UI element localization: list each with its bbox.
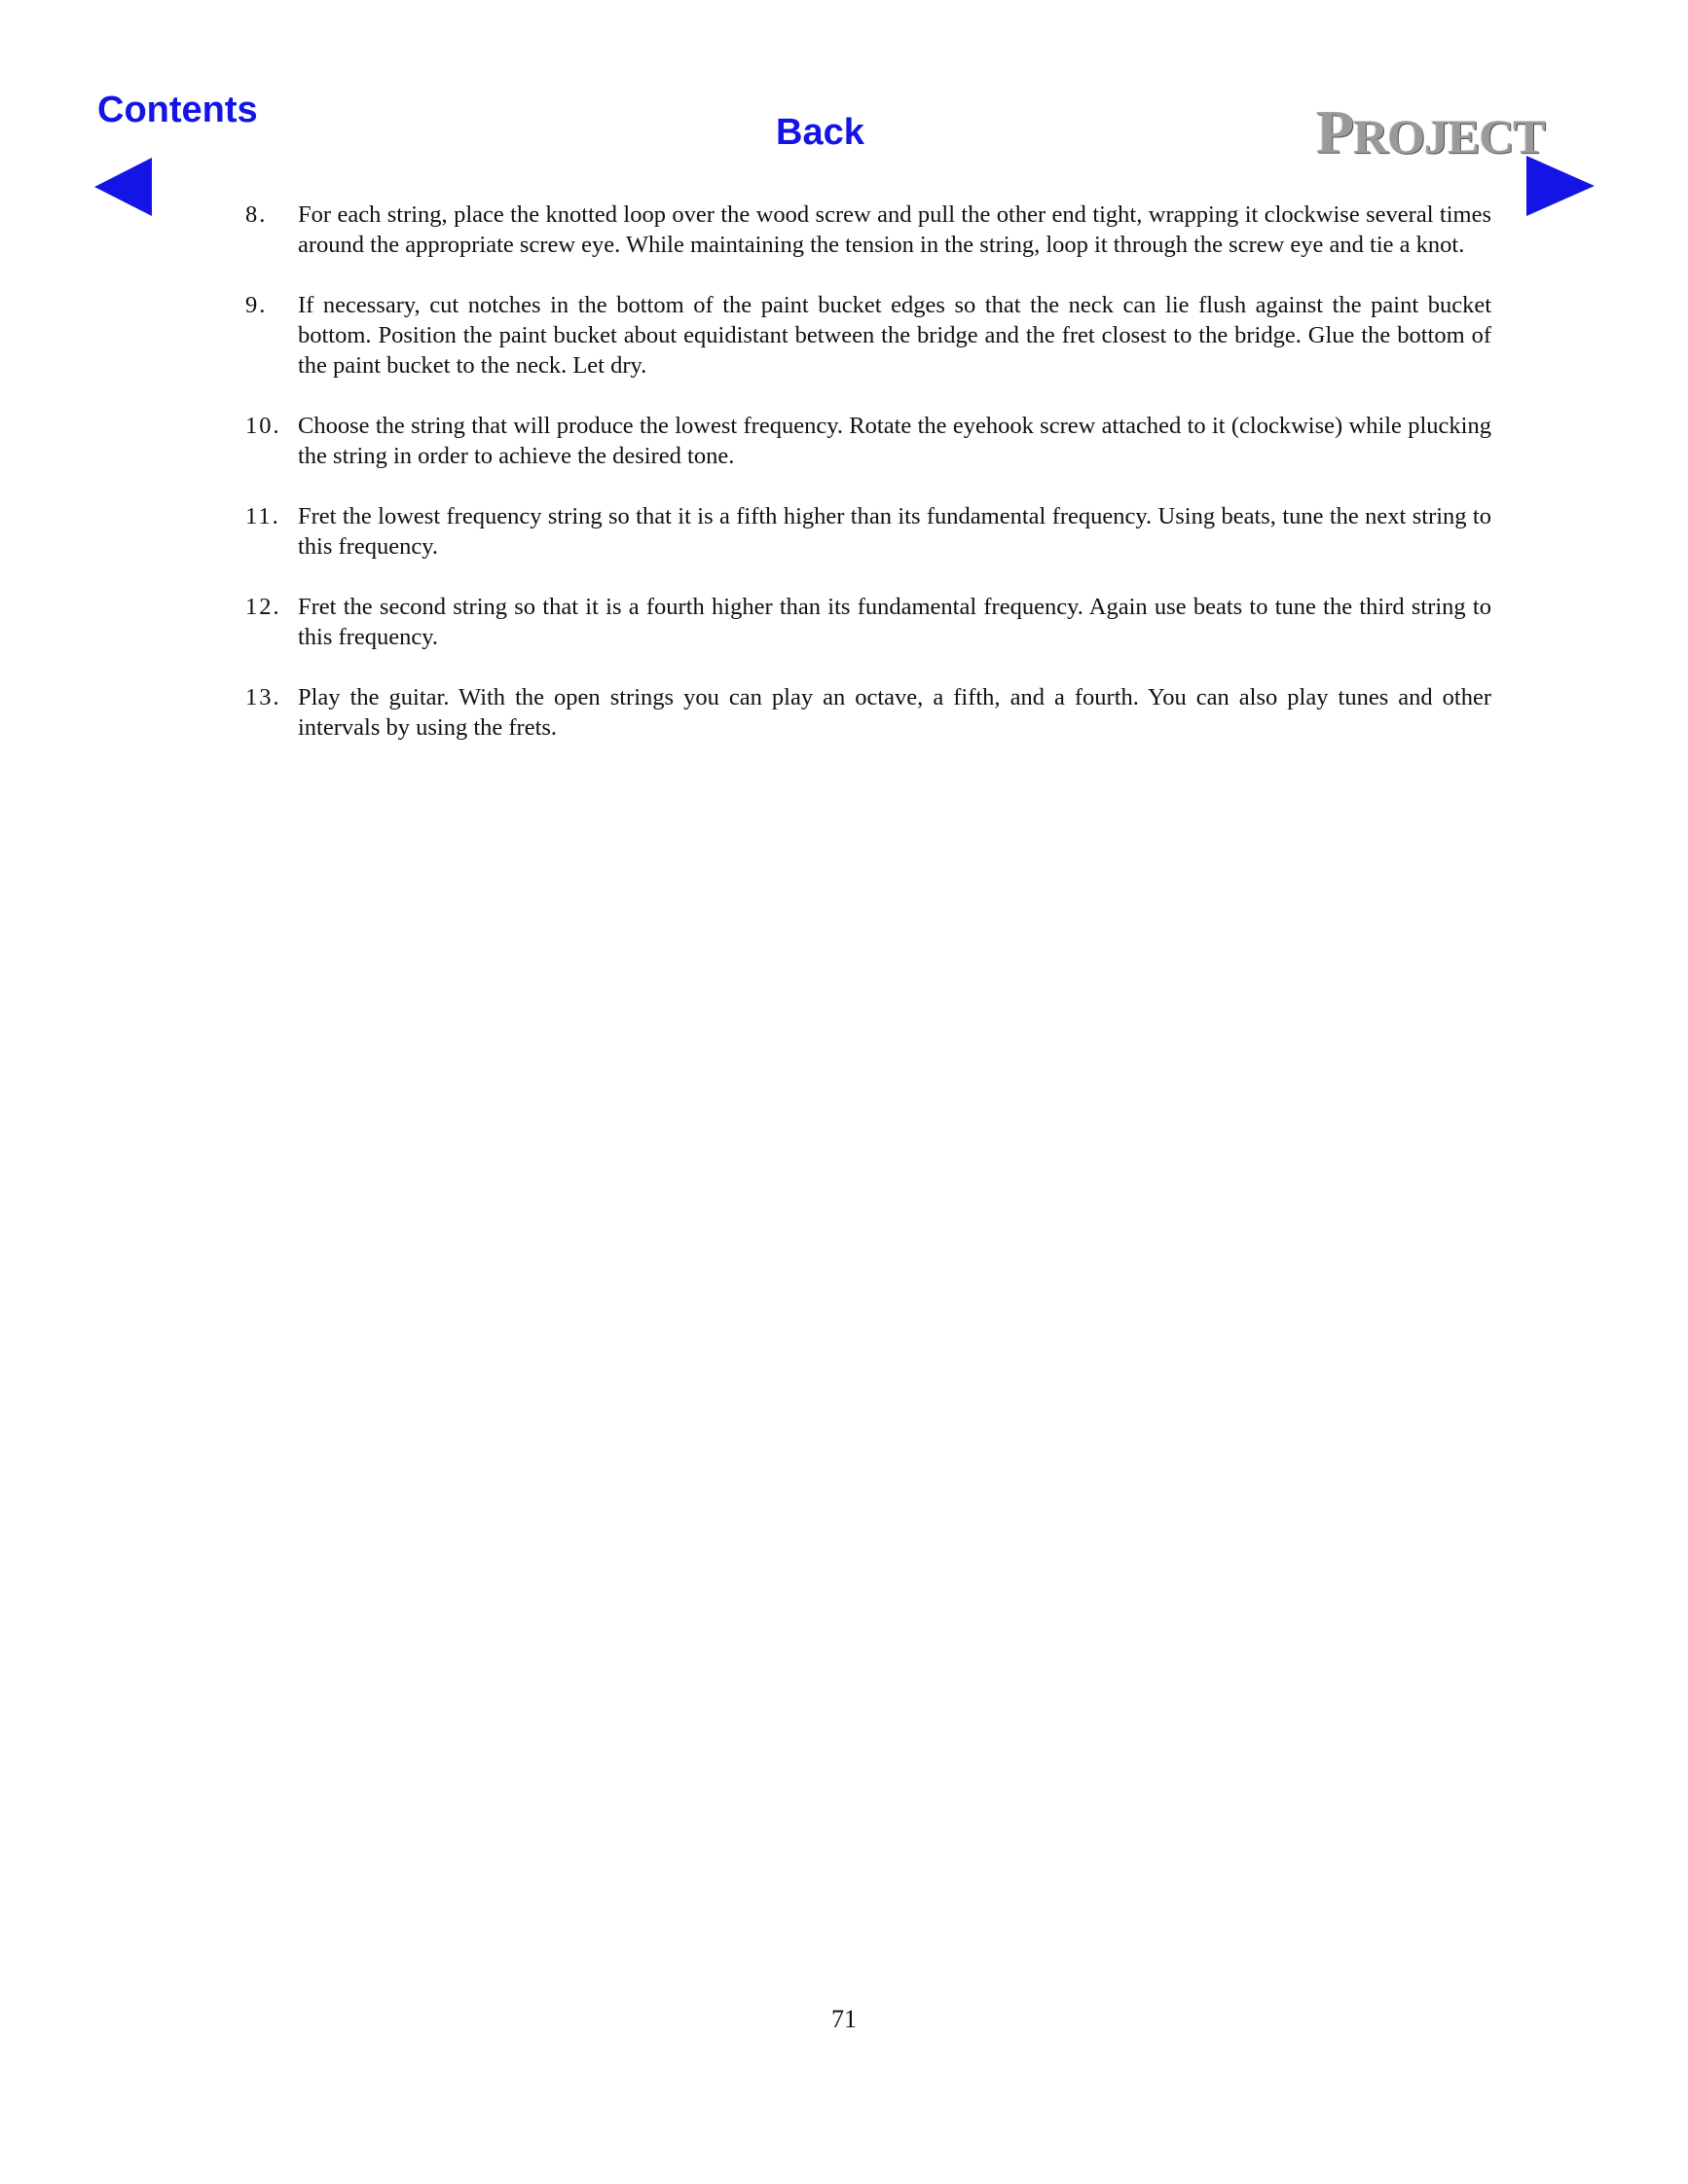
step-item — [245, 682, 1491, 743]
step-text: Fret the lowest frequency string so that it is a fifth higher than its fundamental frequency. Using beats, tune the next string to this frequency. — [298, 503, 1491, 560]
step-number: 10. — [245, 413, 281, 439]
step-text: Choose the string that will produce the lowest frequency. Rotate the eyehook screw attached to it (clockwise) while plucking the string in order to achieve the desired tone. — [298, 413, 1491, 469]
step-text: For each string, place the knotted loop over the wood screw and pull the other end tight, wrapping it clockwise several times around the appropriate screw eye. While maintaining the tension in the string, loop it through the screw eye and tie a knot. — [298, 201, 1491, 258]
contents-link[interactable]: Contents — [97, 90, 258, 130]
step-number: 12. — [245, 594, 281, 620]
step-text: If necessary, cut notches in the bottom of the paint bucket edges so that the neck can lie flush against the paint bucket bottom. Position the paint bucket about equidistant between the bridge and the fret closest to the bridge. Glue the bottom of the paint bucket to the neck. Let dry. — [298, 292, 1491, 379]
step-item — [245, 592, 1491, 652]
step-item — [245, 411, 1491, 471]
step-number: 9. — [245, 292, 268, 318]
back-link[interactable]: Back — [776, 112, 864, 153]
step-item — [245, 200, 1491, 260]
page-number: 71 — [831, 2005, 857, 2033]
project-logo — [1316, 97, 1545, 166]
logo-first-letter: P — [1316, 97, 1354, 166]
step-number: 8. — [245, 201, 268, 228]
step-text: Play the guitar. With the open strings you can play an octave, a fifth, and a fourth. You can also play tunes and other intervals by using the frets. — [298, 684, 1491, 741]
step-number: 11. — [245, 503, 280, 529]
logo-rest: ROJECT — [1353, 109, 1545, 164]
right-arrow-icon[interactable] — [1526, 156, 1595, 216]
instruction-steps — [245, 200, 1491, 773]
step-number: 13. — [245, 684, 281, 710]
step-text: Fret the second string so that it is a fourth higher than its fundamental frequency. Again use beats to tune the third string to this frequency. — [298, 594, 1491, 650]
step-item — [245, 290, 1491, 381]
step-item — [245, 501, 1491, 562]
left-arrow-icon[interactable] — [94, 158, 152, 216]
